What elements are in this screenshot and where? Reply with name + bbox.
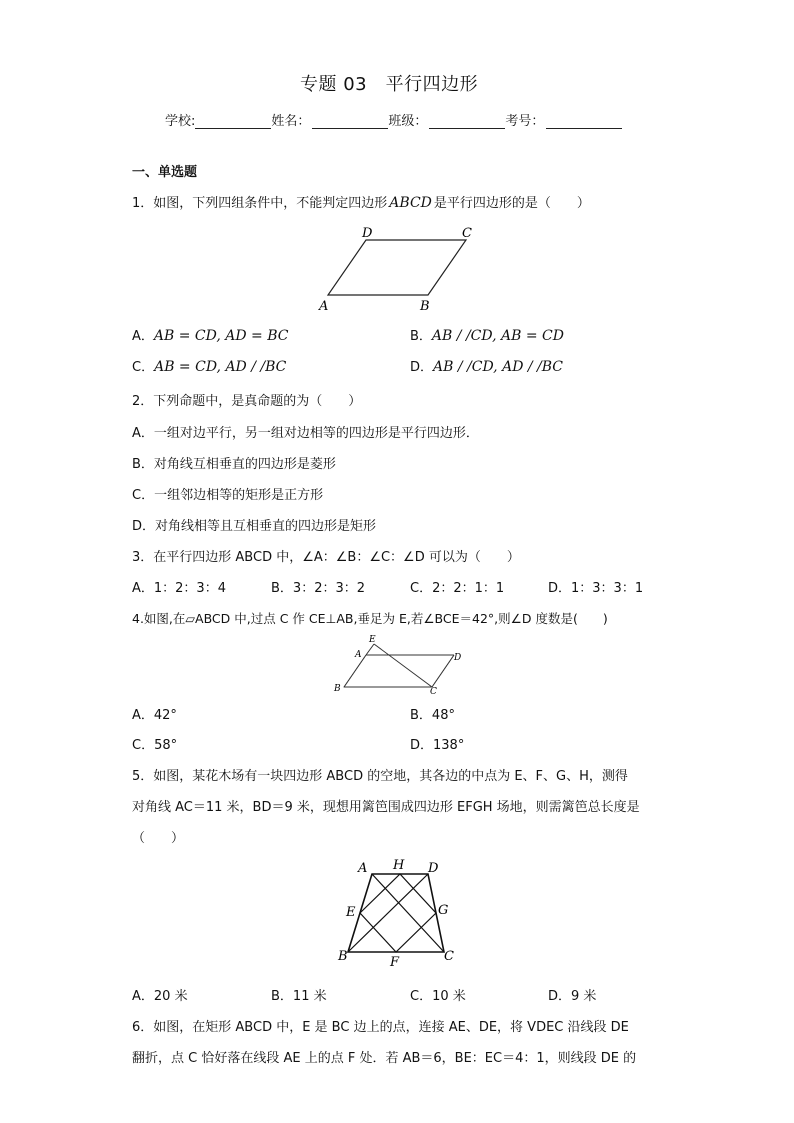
q1-option-c-letter: C． — [132, 360, 155, 375]
q5-label-C: C — [444, 949, 454, 964]
q5-label-E: E — [346, 905, 356, 920]
q1-label-A: A — [319, 299, 329, 314]
question-6-stem-line-2: 翻折，点 C 恰好落在线段 AE 上的点 F 处．若 AB＝6，BE：EC＝4：1，则线段 DE 的 — [132, 1051, 637, 1066]
class-field[interactable] — [429, 114, 505, 129]
q1-option-b-letter: B． — [410, 329, 432, 344]
page-title: 专题 03 平行四边形 — [300, 74, 479, 95]
q4-label-B: B — [334, 684, 341, 694]
q3-option-d[interactable]: D．1：3：3：1 — [548, 581, 644, 596]
question-3-stem: 3．在平行四边形 ABCD 中，∠A：∠B：∠C：∠D 可以为（ ） — [132, 550, 520, 565]
section-heading: 一、单选题 — [132, 165, 198, 180]
question-5-stem-line-3: （ ） — [132, 831, 185, 846]
number-field[interactable] — [546, 114, 622, 129]
q5-quadrilateral-figure — [330, 852, 470, 972]
q2-option-b[interactable]: B．对角线互相垂直的四边形是菱形 — [132, 457, 336, 472]
q4-label-C: C — [430, 687, 437, 694]
q1-parallelogram-figure — [316, 222, 486, 314]
q1-option-b[interactable] — [410, 325, 564, 344]
question-1-stem — [132, 192, 590, 211]
q4-option-b[interactable]: B．48° — [410, 708, 455, 723]
q5-label-F: F — [390, 955, 400, 970]
q1-option-a-text: AB = CD, AD = BC — [153, 328, 289, 344]
q1-stem-math: ABCD — [389, 195, 432, 211]
q1-option-d-letter: D． — [410, 360, 434, 375]
class-label: 班级： — [388, 114, 428, 129]
q1-label-C: C — [462, 226, 472, 241]
q1-option-a-letter: A． — [132, 329, 154, 344]
q1-stem-a: 1．如图，下列四组条件中，不能判定四边形 — [132, 196, 388, 211]
q3-option-c[interactable]: C．2：2：1：1 — [410, 581, 505, 596]
q4-option-d[interactable]: D．138° — [410, 738, 465, 753]
q5-label-H: H — [393, 858, 405, 873]
q3-option-b[interactable]: B．3：2：3：2 — [271, 581, 366, 596]
q1-option-c[interactable] — [132, 356, 286, 375]
q1-option-d[interactable] — [410, 356, 563, 375]
student-info-row — [165, 110, 622, 129]
name-field[interactable] — [312, 114, 388, 129]
question-4-stem: 4.如图,在▱ABCD 中,过点 C 作 CE⊥AB,垂足为 E,若∠BCE＝42°,则∠D 度数是( ) — [132, 611, 608, 626]
q4-option-c[interactable]: C．58° — [132, 738, 178, 753]
q4-parallelogram-figure — [330, 632, 470, 694]
q5-option-c[interactable]: C．10 米 — [410, 989, 466, 1004]
q1-option-b-text: AB / /CD, AB = CD — [431, 328, 564, 344]
q1-option-d-text: AB / /CD, AD / /BC — [433, 359, 564, 375]
q5-option-d[interactable]: D．9 米 — [548, 989, 597, 1004]
q2-option-c[interactable]: C．一组邻边相等的矩形是正方形 — [132, 488, 324, 503]
q5-label-B: B — [338, 949, 348, 964]
q2-option-d[interactable]: D．对角线相等且互相垂直的四边形是矩形 — [132, 519, 377, 534]
name-label: 姓名： — [271, 114, 311, 129]
q4-label-A: A — [355, 650, 362, 660]
question-5-stem-line-2: 对角线 AC＝11 米，BD＝9 米，现想用篱笆围成四边形 EFGH 场地，则需篱笆总长度是 — [132, 800, 640, 815]
q4-label-D: D — [454, 653, 462, 663]
q5-option-b[interactable]: B．11 米 — [271, 989, 327, 1004]
question-2-stem: 2．下列命题中，是真命题的为（ ） — [132, 394, 362, 409]
q5-option-a[interactable]: A．20 米 — [132, 989, 188, 1004]
question-5-stem-line-1: 5．如图，某花木场有一块四边形 ABCD 的空地，其各边的中点为 E、F、G、H，测得 — [132, 769, 628, 784]
q1-stem-b: 是平行四边形的是（ ） — [433, 196, 590, 211]
q2-option-a[interactable]: A．一组对边平行，另一组对边相等的四边形是平行四边形． — [132, 426, 479, 441]
q1-label-B: B — [420, 299, 430, 314]
q4-label-E: E — [369, 635, 376, 645]
q3-option-a[interactable]: A．1：2：3：4 — [132, 581, 226, 596]
school-label: 学校: — [165, 114, 196, 129]
number-label: 考号： — [505, 114, 545, 129]
school-field[interactable] — [195, 114, 271, 129]
q1-option-c-text: AB = CD, AD / /BC — [154, 359, 287, 375]
q5-label-A: A — [358, 861, 368, 876]
q4-option-a[interactable]: A．42° — [132, 708, 177, 723]
q5-label-G: G — [438, 903, 449, 918]
question-6-stem-line-1: 6．如图，在矩形 ABCD 中，E 是 BC 边上的点，连接 AE、DE，将 VDEC 沿线段 DE — [132, 1020, 629, 1035]
q1-label-D: D — [362, 226, 373, 241]
q5-label-D: D — [428, 861, 439, 876]
q1-option-a[interactable] — [132, 325, 289, 344]
